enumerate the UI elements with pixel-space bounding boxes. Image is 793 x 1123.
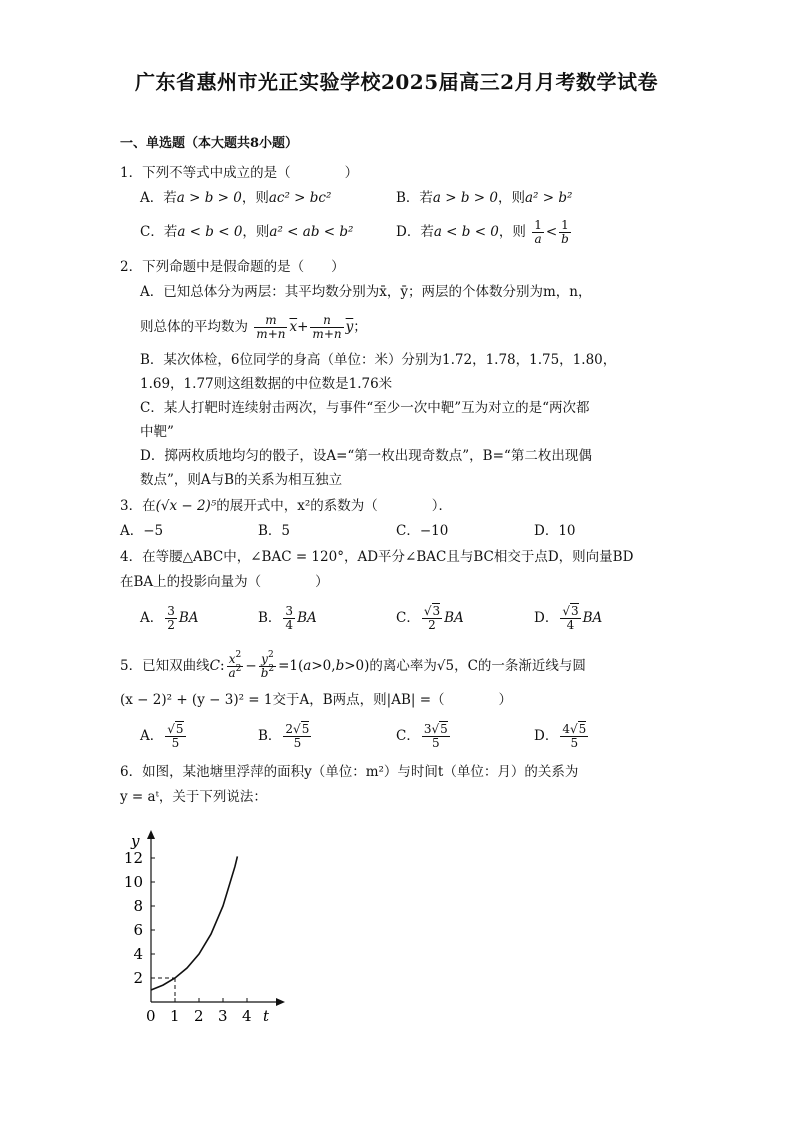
x-axis-label: t bbox=[263, 1007, 270, 1025]
q2-option-d-line1: D．掷两枚质地均匀的骰子，设A=“第一枚出现奇数点”，B=“第二枚出现偶 bbox=[140, 448, 592, 464]
q5-option-b: B． $\frac{2√5}{5}$ bbox=[258, 722, 310, 750]
y-tick-label: 4 bbox=[133, 945, 143, 963]
q6-line2: y = aᵗ，关于下列说法： bbox=[120, 789, 267, 805]
q1-stem: 1．下列不等式中成立的是（ ） bbox=[120, 165, 359, 181]
y-axis-arrow bbox=[147, 830, 155, 839]
fraction-1-over-b: $\frac{1}{b}$ bbox=[561, 218, 569, 246]
q3-option-b: B．5 bbox=[258, 523, 291, 539]
x-tick-label: 0 bbox=[146, 1007, 156, 1025]
q4-option-d: D． $\frac{√3}{4}$ BA bbox=[534, 604, 603, 632]
q2-option-a-line1: A．已知总体分为两层：其平均数分别为x̄，ȳ；两层的个体数分别为m，n， bbox=[140, 284, 592, 300]
q2-option-d-line2: 数点”，则A与B的关系为相互独立 bbox=[140, 472, 343, 488]
y-tick-label: 6 bbox=[133, 921, 143, 939]
q4-option-b: B． $\frac{3}{4}$ BA bbox=[258, 604, 317, 632]
q5-line1: 5．已知双曲线C: $\frac{x^2}{a^2}$ − $\frac{y^2}{b^2}$ =1(a>0,b>0)的离心率为√5，C的一条渐近线与圆 bbox=[120, 650, 586, 680]
x-tick-label: 1 bbox=[170, 1007, 180, 1025]
q4-line2: 在BA上的投影向量为（ ） bbox=[120, 574, 329, 590]
x-tick-label: 3 bbox=[218, 1007, 228, 1025]
fraction-m-over-m-plus-n: $\frac{m}{m+n}$ bbox=[256, 313, 286, 341]
section-heading: 一、单选题（本大题共8小题） bbox=[120, 136, 299, 151]
y-tick-label: 8 bbox=[133, 897, 143, 915]
y-tick-label: 2 bbox=[133, 969, 143, 987]
fraction-n-over-m-plus-n: $\frac{n}{m+n}$ bbox=[312, 313, 342, 341]
q4-line1: 4．在等腰△ABC中，∠BAC = 120°，AD平分∠BAC且与BC相交于点D，则向量BD bbox=[120, 549, 634, 565]
q4-option-c: C． $\frac{√3}{2}$ BA bbox=[396, 604, 464, 632]
growth-graph bbox=[120, 812, 310, 1032]
q2-option-b-line2: 1.69，1.77则这组数据的中位数是1.76米 bbox=[140, 376, 393, 392]
x-axis-arrow bbox=[276, 998, 285, 1006]
y-tick-label: 12 bbox=[123, 849, 143, 867]
q3-option-c: C．−10 bbox=[396, 523, 449, 539]
x-tick-label: 2 bbox=[194, 1007, 204, 1025]
q2-option-c-line1: C．某人打靶时连续射击两次，与事件“至少一次中靶”互为对立的是“两次都 bbox=[140, 400, 590, 416]
exponential-curve bbox=[151, 856, 237, 990]
graph-curve bbox=[151, 856, 237, 1002]
q2-stem: 2．下列命题中是假命题的是（ ） bbox=[120, 259, 345, 275]
q2-option-a-line2: 则总体的平均数为 $\frac{m}{m+n}$ $\overline{x}+$ $\frac{n}{m+n}$ $\overline{y}$； bbox=[140, 313, 367, 341]
q1-option-b: B．若a > b > 0，则a² > b² bbox=[396, 190, 573, 206]
q4-option-a: A． $\frac{3}{2}$ BA bbox=[140, 604, 199, 632]
q5-option-c: C． $\frac{3√5}{5}$ bbox=[396, 722, 448, 750]
fraction-1-over-a: $\frac{1}{a}$ bbox=[534, 218, 542, 246]
y-axis-label: y bbox=[131, 832, 140, 850]
q3-option-d: D．10 bbox=[534, 523, 576, 539]
q3-stem: 3．在(√x − 2)⁵的展开式中，x²的系数为（ ）． bbox=[120, 498, 453, 514]
q5-option-d: D． $\frac{4√5}{5}$ bbox=[534, 722, 587, 750]
q2-option-b-line1: B．某次体检，6位同学的身高（单位：米）分别为1.72，1.78，1.75，1.80， bbox=[140, 352, 617, 368]
page-title: 广东省惠州市光正实验学校2025届高三2月月考数学试卷 bbox=[134, 70, 659, 94]
q1-option-c: C．若a < b < 0，则a² < ab < b² bbox=[140, 224, 354, 240]
q1-option-d: D．若a < b < 0，则 $\frac{1}{a}$ < $\frac{1}{b}$ bbox=[396, 218, 569, 246]
x-tick-label: 4 bbox=[242, 1007, 252, 1025]
graph-axes bbox=[130, 830, 285, 1025]
q2-option-c-line2: 中靶” bbox=[140, 424, 174, 440]
y-tick-label: 10 bbox=[123, 873, 143, 891]
q5-line2: (x − 2)² + (y − 3)² = 1交于A，B两点，则|AB| =（ ） bbox=[120, 692, 513, 708]
q5-option-a: A． $\frac{√5}{5}$ bbox=[140, 722, 184, 750]
q6-line1: 6．如图，某池塘里浮萍的面积y（单位：m²）与时间t（单位：月）的关系为 bbox=[120, 764, 579, 780]
q1-option-a: A．若a > b > 0，则ac² > bc² bbox=[140, 190, 332, 206]
q3-option-a: A．−5 bbox=[120, 523, 164, 539]
